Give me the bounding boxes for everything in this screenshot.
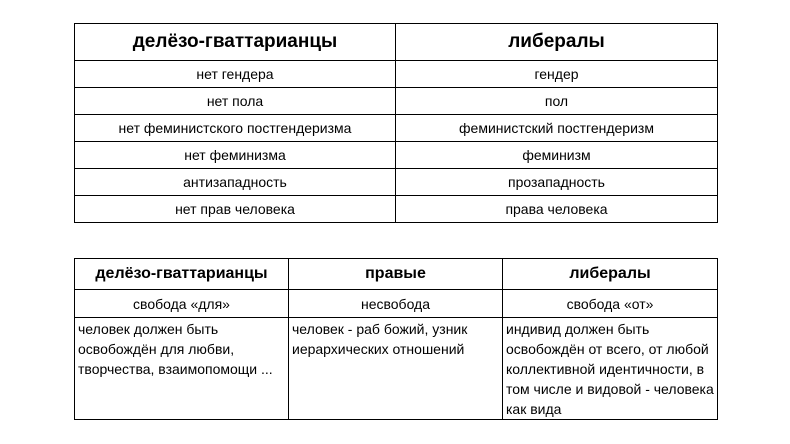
table-header-row [75, 259, 718, 290]
table-cell: антизападность [75, 169, 396, 196]
column-header-deleuze-guattarians: делёзо-гваттарианцы [75, 259, 289, 290]
table-cell: нет пола [75, 88, 396, 115]
table-row [75, 115, 718, 142]
table-cell: человек - раб божий, узник иерархических отношений [289, 318, 503, 420]
table-cell: свобода «для» [75, 290, 289, 318]
comparison-table-two-columns [74, 23, 718, 223]
column-header-deleuze-guattarians: делёзо-гваттарианцы [75, 24, 396, 61]
table-cell: человек должен быть освобождён для любви, творчества, взаимопомощи ... [75, 318, 289, 420]
comparison-table-three-columns [74, 258, 718, 420]
table-cell: права человека [396, 196, 718, 223]
table-header-row [75, 24, 718, 61]
table-cell: нет феминизма [75, 142, 396, 169]
table-row [75, 169, 718, 196]
table-cell: нет гендера [75, 61, 396, 88]
table-cell: нет прав человека [75, 196, 396, 223]
column-header-liberals: либералы [503, 259, 718, 290]
table-cell: индивид должен быть освобождён от всего, от любой коллективной идентичности, в том числе и видовой - человека как вида [503, 318, 718, 420]
table-row [75, 318, 718, 420]
column-header-liberals: либералы [396, 24, 718, 61]
table-row [75, 88, 718, 115]
table-cell: несвобода [289, 290, 503, 318]
table-cell: феминистский постгендеризм [396, 115, 718, 142]
table-cell: свобода «от» [503, 290, 718, 318]
table-row [75, 142, 718, 169]
table-cell: феминизм [396, 142, 718, 169]
table-subheader-row [75, 290, 718, 318]
table-row [75, 196, 718, 223]
table-row [75, 61, 718, 88]
column-header-right-wing: правые [289, 259, 503, 290]
table-cell: прозападность [396, 169, 718, 196]
table-cell: гендер [396, 61, 718, 88]
table-cell: нет феминистского постгендеризма [75, 115, 396, 142]
table-cell: пол [396, 88, 718, 115]
